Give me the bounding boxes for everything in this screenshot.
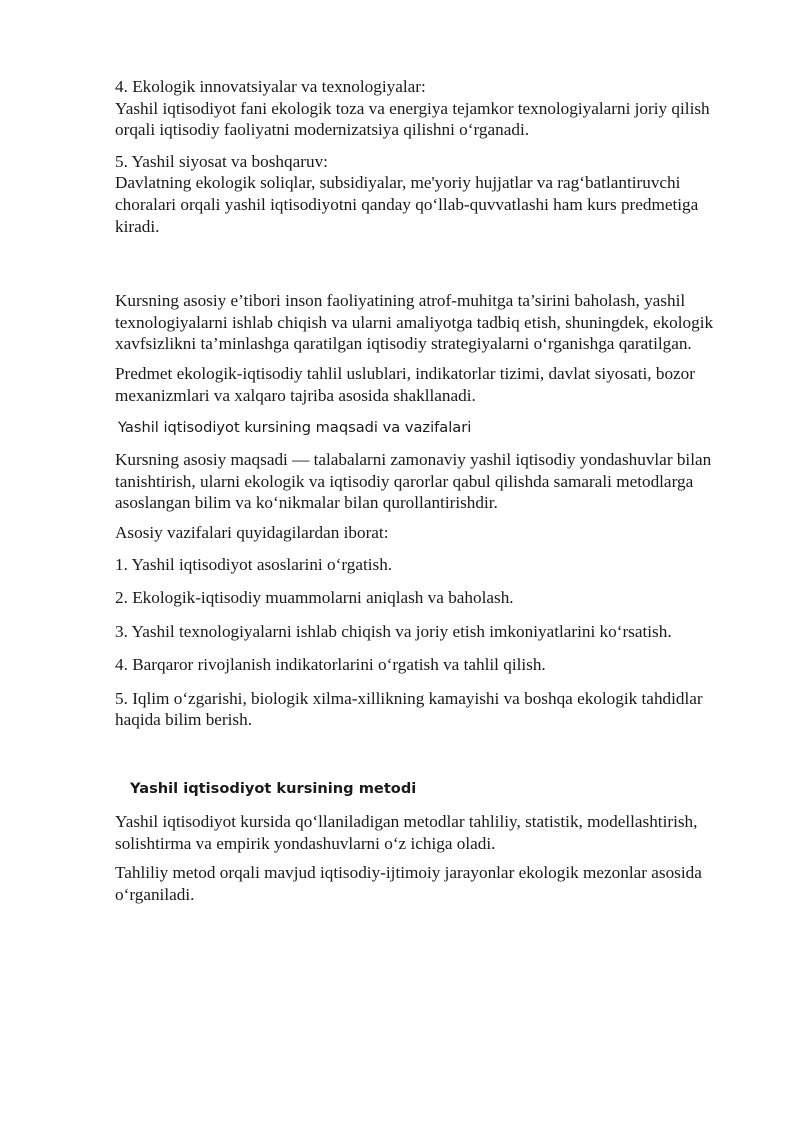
focus-paragraph: Kursning asosiy e’tibori inson faoliyatining atrof-muhitga ta’sirini baholash, yashil texnologiyalarni ishlab chiqish va ularni amaliyotga tadbiq etish, shuningdek, ekologik xavfsizlikni ta’minlashga qaratilgan iqtisodiy strategiyalarni o‘rganishga qaratilgan.: [115, 291, 714, 354]
analytic-paragraph: Tahliliy metod orqali mavjud iqtisodiy-ijtimoiy jarayonlar ekologik mezonlar asosida o‘rganiladi.: [115, 863, 702, 904]
method-heading: Yashil iqtisodiyot kursining metodi: [130, 780, 417, 798]
task-item-3: 3. Yashil texnologiyalarni ishlab chiqish va joriy etish imkoniyatlarini ko‘rsatish.: [115, 621, 672, 641]
subject-paragraph: Predmet ekologik-iqtisodiy tahlil uslublari, indikatorlar tizimi, davlat siyosati, bozor mexanizmlari va xalqaro tajriba asosida shakllanadi.: [115, 363, 695, 405]
goal-paragraph: Kursning asosiy maqsadi — talabalarni zamonaviy yashil iqtisodiy yondashuvlar bilan tanishtirish, ularni ekologik va iqtisodiy qarorlar qabul qilishda samarali metodlarga asoslangan bilim va ko‘nikmalar bilan qurollantirishdir.: [115, 450, 712, 513]
tasks-intro: Asosiy vazifalari quyidagilardan iborat:: [115, 522, 389, 542]
method-paragraph: Yashil iqtisodiyot kursida qo‘llaniladigan metodlar tahliliy, statistik, modellashtirish, solishtirma va empirik yondashuvlarni o‘z ichiga oladi.: [115, 812, 698, 853]
task-item-4: 4. Barqaror rivojlanish indikatorlarini o‘rgatish va tahlil qilish.: [115, 655, 546, 675]
section-4-body: Yashil iqtisodiyot fani ekologik toza va energiya tejamkor texnologiyalarni joriy qilish orqali iqtisodiy faoliyatni modernizatsiya qilishni o‘rganadi.: [115, 98, 710, 140]
task-item-5: 5. Iqlim o‘zgarishi, biologik xilma-xillikning kamayishi va boshqa ekologik tahdidlar haqida bilim berish.: [115, 688, 703, 730]
task-item-1: 1. Yashil iqtisodiyot asoslarini o‘rgatish.: [115, 554, 393, 574]
section-4-heading: 4. Ekologik innovatsiyalar va texnologiyalar:: [115, 77, 426, 96]
section-5-heading: 5. Yashil siyosat va boshqaruv:: [115, 151, 328, 171]
section-5-body: Davlatning ekologik soliqlar, subsidiyalar, me'yoriy hujjatlar va rag‘batlantiruvchi choralari orqali yashil iqtisodiyotni qanday qo‘llab-quvvatlashi ham kurs predmetiga kiradi.: [115, 173, 699, 236]
page-content: [115, 76, 745, 905]
task-item-2: 2. Ekologik-iqtisodiy muammolarni aniqlash va baholash.: [115, 588, 514, 608]
goals-heading: Yashil iqtisodiyot kursining maqsadi va vazifalari: [118, 419, 472, 437]
